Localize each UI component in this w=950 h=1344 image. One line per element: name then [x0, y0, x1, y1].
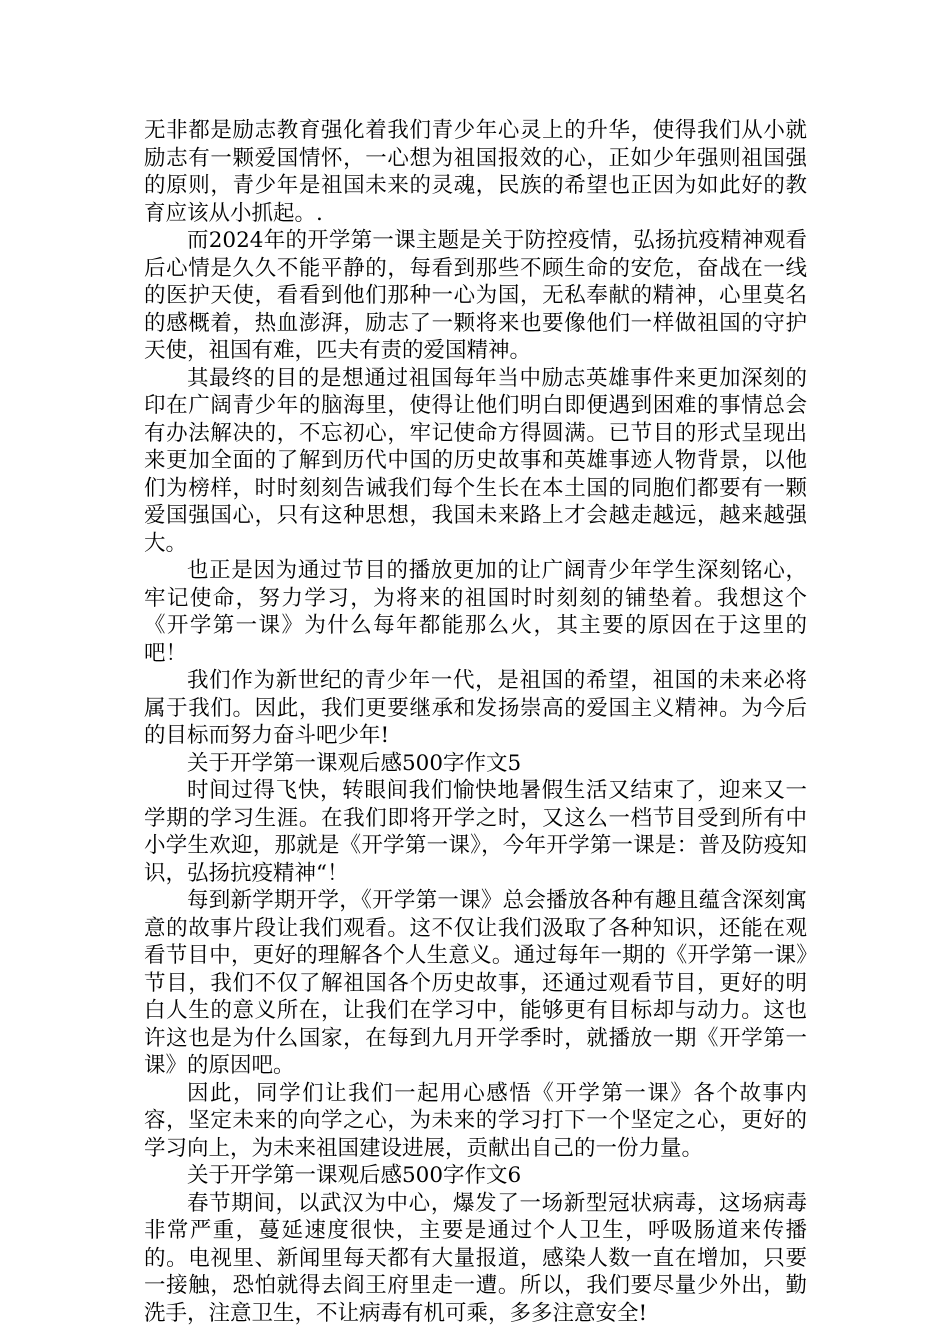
document-body — [144, 117, 807, 1327]
paragraph: 我们作为新世纪的青少年一代，是祖国的希望，祖国的未来必将属于我们。因此，我们更要继承和发扬崇高的爱国主义精神。为今后的目标而努力奋斗吧少年! — [144, 668, 807, 748]
section-heading: 关于开学第一课观后感500字作文5 — [187, 750, 522, 776]
paragraph: 时间过得飞快，转眼间我们愉快地暑假生活又结束了，迎来又一学期的学习生涯。在我们即将开学之时，又这么一档节目受到所有中小学生欢迎，那就是《开学第一课》，今年开学第一课是：普及防疫知识，弘扬抗疫精神“！ — [144, 778, 807, 886]
paragraph: 也正是因为通过节目的播放更加的让广阔青少年学生深刻铭心，牢记使命，努力学习，为将来的祖国时时刻刻的铺垫着。我想这个《开学第一课》为什么每年都能那么火，其主要的原因在于这里的吧！ — [144, 558, 807, 666]
paragraph: 因此，同学们让我们一起用心感悟《开学第一课》各个故事内容，坚定未来的向学之心，为未来的学习打下一个坚定之心，更好的学习向上，为未来祖国建设进展，贡献出自己的一份力量。 — [144, 1080, 807, 1161]
paragraph: 每到新学期开学，《开学第一课》总会播放各种有趣且蕴含深刻寓意的故事片段让我们观看。这不仅让我们汲取了各种知识，还能在观看节目中，更好的理解各个人生意义。通过每年一期的《开学第一课》节目，我们不仅了解祖国各个历史故事，还通过观看节目，更好的明白人生的意义所在，让我们在学习中，能够更有目标却与动力。这也许这也是为什么国家，在每到九月开学季时，就播放一期《开学第一课》的原因吧。 — [144, 888, 807, 1078]
paragraph-continuation: 无非都是励志教育强化着我们青少年心灵上的升华，使得我们从小就励志有一颗爱国情怀，一心想为祖国报效的心，正如少年强则祖国强的原则，青少年是祖国未来的灵魂，民族的希望也正因为如此好的教育应该从小抓起。. — [144, 118, 807, 226]
paragraph: 春节期间，以武汉为中心，爆发了一场新型冠状病毒，这场病毒非常严重，蔓延速度很快，主要是通过个人卫生，呼吸肠道来传播的。电视里、新闻里每天都有大量报道，感染人数一直在增加，只要一接触，恐怕就得去阎王府里走一遭。所以，我们要尽量少外出，勤洗手，注意卫生，不让病毒有机可乘，多多注意安全! — [144, 1190, 807, 1326]
paragraph: 而2024年的开学第一课主题是关于防控疫情，弘扬抗疫精神观看后心情是久久不能平静的，每看到那些不顾生命的安危，奋战在一线的医护天使，看看到他们那种一心为国，无私奉献的精神，心里莫名的感概着，热血澎湃，励志了一颗将来也要像他们一样做祖国的守护天使，祖国有难，匹夫有责的爱国精神。 — [144, 228, 807, 363]
paragraph: 其最终的目的是想通过祖国每年当中励志英雄事件来更加深刻的印在广阔青少年的脑海里，使得让他们明白即便遇到困难的事情总会有办法解决的，不忘初心，牢记使命方得圆满。已节目的形式呈现出来更加全面的了解到历代中国的历史故事和英雄事迹人物背景，以他们为榜样，时时刻刻告诫我们每个生长在本土国的同胞们都要有一颗爱国强国心，只有这种思想，我国未来路上才会越走越远，越来越强大。 — [144, 365, 807, 556]
section-heading: 关于开学第一课观后感500字作文6 — [187, 1163, 522, 1188]
